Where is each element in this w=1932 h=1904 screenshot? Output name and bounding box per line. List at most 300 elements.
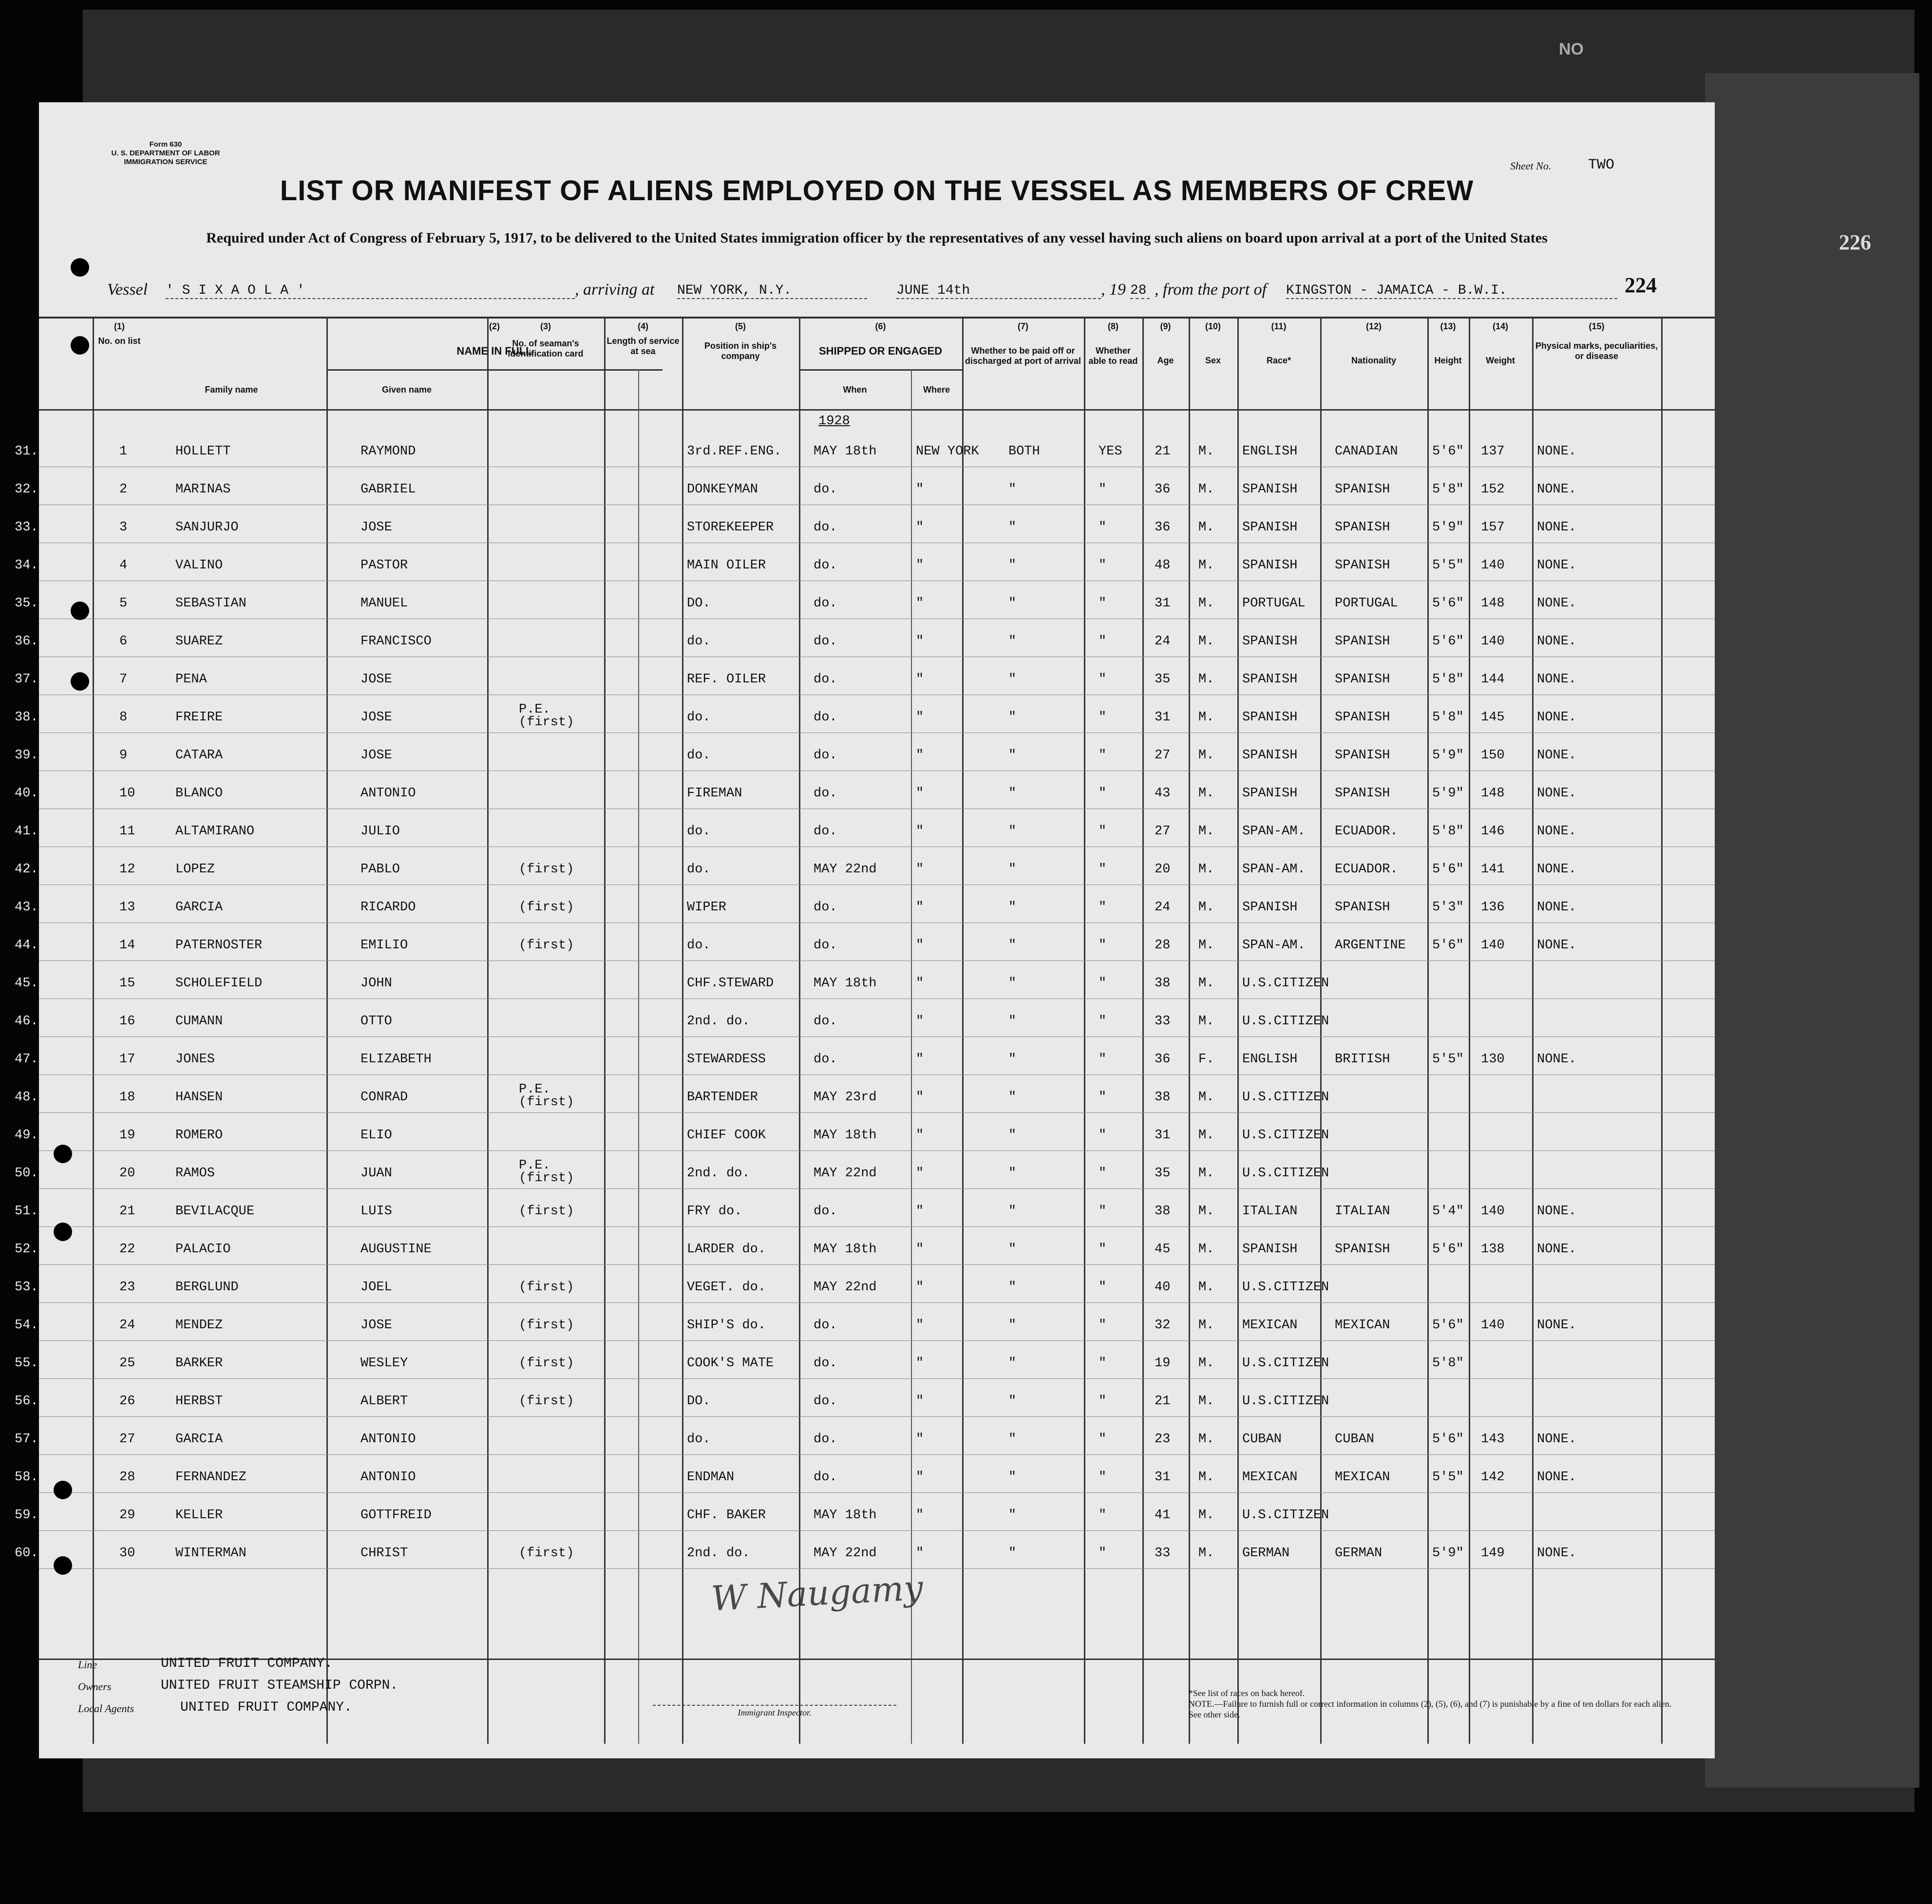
cell-where: ": [916, 900, 924, 915]
cell-where: ": [916, 786, 924, 801]
row-sequence: 56.: [15, 1394, 38, 1409]
cell-sex: M.: [1198, 710, 1214, 725]
cell-paid: ": [1008, 748, 1017, 763]
cell-paid: ": [1008, 482, 1017, 497]
cell-given: JOSE: [360, 1318, 392, 1333]
cell-given: GOTTFREID: [360, 1508, 432, 1523]
cell-age: 27: [1155, 748, 1171, 763]
cell-sex: M.: [1198, 558, 1214, 573]
header-col13-number: (13): [1440, 321, 1456, 331]
vessel-line: [107, 278, 1617, 302]
back-stamp-number: 226: [1839, 230, 1871, 254]
punch-hole: [71, 336, 89, 355]
cell-read: ": [1099, 1394, 1107, 1409]
cell-height: 5'6": [1432, 938, 1464, 953]
cell-position: do.: [687, 938, 711, 953]
cell-marks: NONE.: [1537, 710, 1577, 725]
cell-height: 5'8": [1432, 482, 1464, 497]
cell-nationality: ITALIAN: [1335, 1204, 1390, 1219]
cell-family: SANJURJO: [175, 520, 239, 535]
cell-nationality: PORTUGAL: [1335, 596, 1398, 611]
row-sequence: 60.: [15, 1546, 38, 1561]
arrival-date: JUNE 14th: [896, 283, 1101, 299]
cell-height: 5'9": [1432, 520, 1464, 535]
inspector-signature: W Naugamy: [710, 1567, 924, 1619]
cell-read: ": [1099, 1128, 1107, 1143]
cell-read: ": [1099, 710, 1107, 725]
header-physical-marks: Physical marks, peculiarities, or disease: [1535, 341, 1658, 361]
header-shipped-engaged: SHIPPED OR ENGAGED: [818, 345, 943, 357]
cell-given: ANTONIO: [360, 1470, 416, 1485]
cell-nationality: SPANISH: [1335, 482, 1390, 497]
cell-paid: ": [1008, 1052, 1017, 1067]
cell-no: 3: [119, 520, 128, 535]
cell-paid: ": [1008, 1128, 1017, 1143]
back-corner-no: NO: [1559, 40, 1584, 58]
cell-nationality: CANADIAN: [1335, 444, 1398, 459]
form-identifier: [107, 140, 224, 167]
cell-position: REF. OILER: [687, 672, 766, 687]
cell-height: 5'8": [1432, 672, 1464, 687]
row-sequence: 49.: [15, 1128, 38, 1143]
cell-family: WINTERMAN: [175, 1546, 246, 1561]
cell-read: ": [1099, 786, 1107, 801]
page-subtitle: Required under Act of Congress of February 5, 1917, to be delivered to the United States immigration officer by the representatives of any vessel having such aliens on board upon arrival at a port of the United States: [206, 230, 1548, 246]
cell-paid: BOTH: [1008, 444, 1040, 459]
cell-paid: ": [1008, 1166, 1017, 1181]
cell-given: JOEL: [360, 1280, 392, 1295]
cell-age: 28: [1155, 938, 1171, 953]
cell-family: GARCIA: [175, 1432, 223, 1447]
cell-when: do.: [814, 482, 837, 497]
cell-height: 5'6": [1432, 1242, 1464, 1257]
cell-sex: M.: [1198, 1128, 1214, 1143]
cell-read: ": [1099, 672, 1107, 687]
header-col8-number: (8): [1108, 321, 1118, 331]
cell-marks: NONE.: [1537, 824, 1577, 839]
cell-where: ": [916, 976, 924, 991]
cell-age: 32: [1155, 1318, 1171, 1333]
header-where: Where: [923, 385, 950, 395]
header-seaman-card: No. of seaman's identification card: [508, 339, 584, 358]
cell-age: 35: [1155, 1166, 1171, 1181]
cell-sex: M.: [1198, 786, 1214, 801]
cell-age: 45: [1155, 1242, 1171, 1257]
cell-race: SPANISH: [1242, 1242, 1298, 1257]
form-number: Form 630: [149, 140, 182, 149]
cell-nationality: CUBAN: [1335, 1432, 1375, 1447]
cell-given: RAYMOND: [360, 444, 416, 459]
owners-value: UNITED FRUIT STEAMSHIP CORPN.: [161, 1678, 398, 1693]
cell-age: 35: [1155, 672, 1171, 687]
header-col4-number: (4): [638, 321, 648, 331]
inspector-label: Immigrant Inspector.: [653, 1705, 896, 1718]
cell-no: 10: [119, 786, 135, 801]
cell-weight: 148: [1481, 596, 1505, 611]
cell-position: BARTENDER: [687, 1090, 758, 1105]
cell-family: FREIRE: [175, 710, 223, 725]
cell-position: SHIP'S do.: [687, 1318, 766, 1333]
cell-read: ": [1099, 1242, 1107, 1257]
cell-when: MAY 18th: [814, 1242, 877, 1257]
cell-marks: NONE.: [1537, 900, 1577, 915]
row-sequence: 33.: [15, 520, 38, 535]
cell-sex: M.: [1198, 1204, 1214, 1219]
cell-position: COOK'S MATE: [687, 1356, 774, 1371]
cell-age: 19: [1155, 1356, 1171, 1371]
cell-no: 11: [119, 824, 135, 839]
cell-weight: 136: [1481, 900, 1505, 915]
cell-where: ": [916, 672, 924, 687]
header-col6-number: (6): [875, 321, 886, 331]
cell-position: 2nd. do.: [687, 1014, 750, 1029]
cell-nationality: SPANISH: [1335, 710, 1390, 725]
cell-sex: M.: [1198, 1470, 1214, 1485]
cell-where: ": [916, 520, 924, 535]
header-paid-off: Whether to be paid off or discharged at port of arrival: [965, 346, 1081, 366]
row-sequence: 50.: [15, 1166, 38, 1181]
cell-paid: ": [1008, 938, 1017, 953]
manifest-page: [15, 102, 1715, 1758]
cell-position: LARDER do.: [687, 1242, 766, 1257]
cell-read: ": [1099, 900, 1107, 915]
cell-marks: NONE.: [1537, 558, 1577, 573]
cell-marks: NONE.: [1537, 1432, 1577, 1447]
cell-age: 23: [1155, 1432, 1171, 1447]
cell-height: 5'8": [1432, 1356, 1464, 1371]
cell-where: ": [916, 634, 924, 649]
cell-race: SPANISH: [1242, 634, 1298, 649]
cell-where: ": [916, 1394, 924, 1409]
cell-no: 5: [119, 596, 128, 611]
cell-sex: M.: [1198, 1318, 1214, 1333]
cell-height: 5'3": [1432, 900, 1464, 915]
cell-age: 24: [1155, 900, 1171, 915]
cell-paid: ": [1008, 596, 1017, 611]
cell-when: do.: [814, 1356, 837, 1371]
cell-sex: M.: [1198, 824, 1214, 839]
punch-hole: [71, 672, 89, 691]
cell-sex: M.: [1198, 1508, 1214, 1523]
cell-given: ELIO: [360, 1128, 392, 1143]
punch-hole: [54, 1145, 72, 1163]
cell-height: 5'5": [1432, 1470, 1464, 1485]
cell-position: FIREMAN: [687, 786, 742, 801]
cell-height: 5'4": [1432, 1204, 1464, 1219]
cell-family: BERGLUND: [175, 1280, 239, 1295]
cell-sex: M.: [1198, 1166, 1214, 1181]
crew-manifest-table: [15, 317, 1715, 1744]
cell-read: ": [1099, 1318, 1107, 1333]
cell-sex: M.: [1198, 1394, 1214, 1409]
cell-where: ": [916, 1090, 924, 1105]
cell-age: 36: [1155, 520, 1171, 535]
cell-read: ": [1099, 1204, 1107, 1219]
from-port-label: , from the port of: [1155, 281, 1267, 299]
header-family-name: Family name: [205, 385, 258, 395]
cell-weight: 152: [1481, 482, 1505, 497]
cell-nationality: BRITISH: [1335, 1052, 1390, 1067]
cell-sex: M.: [1198, 1546, 1214, 1561]
cell-race: SPAN-AM.: [1242, 938, 1306, 953]
cell-read: ": [1099, 520, 1107, 535]
cell-when: do.: [814, 1318, 837, 1333]
cell-race: ENGLISH: [1242, 444, 1298, 459]
cell-race: SPANISH: [1242, 710, 1298, 725]
cell-nationality: SPANISH: [1335, 672, 1390, 687]
cell-sex: M.: [1198, 976, 1214, 991]
cell-paid: ": [1008, 672, 1017, 687]
cell-age: 36: [1155, 482, 1171, 497]
cell-paid: ": [1008, 1546, 1017, 1561]
cell-sex: M.: [1198, 1242, 1214, 1257]
header-col10-number: (10): [1205, 321, 1221, 331]
cell-sex: M.: [1198, 596, 1214, 611]
cell-race: U.S.CITIZEN: [1242, 1166, 1329, 1181]
cell-age: 31: [1155, 710, 1171, 725]
cell-nationality: MEXICAN: [1335, 1470, 1390, 1485]
cell-given: JOSE: [360, 748, 392, 763]
row-sequence: 52.: [15, 1242, 38, 1257]
cell-height: 5'6": [1432, 596, 1464, 611]
header-col9-number: (9): [1160, 321, 1171, 331]
cell-age: 40: [1155, 1280, 1171, 1295]
cell-where: ": [916, 1508, 924, 1523]
cell-no: 13: [119, 900, 135, 915]
cell-race: CUBAN: [1242, 1432, 1282, 1447]
cell-no: 12: [119, 862, 135, 877]
cell-card: P.E. (first): [519, 702, 574, 730]
cell-height: 5'6": [1432, 1432, 1464, 1447]
cell-sex: M.: [1198, 1014, 1214, 1029]
row-sequence: 59.: [15, 1508, 38, 1523]
cell-family: HERBST: [175, 1394, 223, 1409]
cell-read: ": [1099, 1090, 1107, 1105]
cell-race: SPANISH: [1242, 786, 1298, 801]
cell-position: do.: [687, 748, 711, 763]
cell-given: JUAN: [360, 1166, 392, 1181]
cell-position: VEGET. do.: [687, 1280, 766, 1295]
cell-position: CHF.STEWARD: [687, 976, 774, 991]
cell-family: ALTAMIRANO: [175, 824, 255, 839]
cell-no: 14: [119, 938, 135, 953]
cell-no: 17: [119, 1052, 135, 1067]
cell-weight: 130: [1481, 1052, 1505, 1067]
cell-age: 33: [1155, 1546, 1171, 1561]
header-weight: Weight: [1486, 356, 1515, 365]
cell-nationality: SPANISH: [1335, 748, 1390, 763]
cell-height: 5'6": [1432, 634, 1464, 649]
cell-where: ": [916, 938, 924, 953]
cell-race: MEXICAN: [1242, 1318, 1298, 1333]
cell-given: JOHN: [360, 976, 392, 991]
cell-no: 27: [119, 1432, 135, 1447]
from-port: KINGSTON - JAMAICA - B.W.I.: [1286, 283, 1617, 299]
cell-race: U.S.CITIZEN: [1242, 1090, 1329, 1105]
cell-card: (first): [519, 1318, 574, 1333]
cell-when: do.: [814, 710, 837, 725]
cell-weight: 140: [1481, 634, 1505, 649]
cell-family: MENDEZ: [175, 1318, 223, 1333]
vessel-name: ' S I X A O L A ': [166, 283, 575, 299]
cell-family: RAMOS: [175, 1166, 215, 1181]
cell-no: 2: [119, 482, 128, 497]
cell-marks: NONE.: [1537, 482, 1577, 497]
cell-sex: M.: [1198, 1090, 1214, 1105]
cell-family: HOLLETT: [175, 444, 231, 459]
cell-family: JONES: [175, 1052, 215, 1067]
penalty-note: NOTE.—Failure to furnish full or correct information in columns (2), (5), (6), and (7) is punishable by a fine of ten dollars for each alien. See other side.: [1189, 1699, 1672, 1719]
agents-label: Local Agents: [78, 1702, 134, 1715]
row-sequence: 42.: [15, 862, 38, 877]
cell-paid: ": [1008, 862, 1017, 877]
row-sequence: 34.: [15, 558, 38, 573]
cell-family: BEVILACQUE: [175, 1204, 255, 1219]
cell-no: 23: [119, 1280, 135, 1295]
cell-paid: ": [1008, 634, 1017, 649]
cell-age: 38: [1155, 976, 1171, 991]
cell-when: do.: [814, 1052, 837, 1067]
punch-hole: [54, 1556, 72, 1575]
cell-position: DONKEYMAN: [687, 482, 758, 497]
cell-given: WESLEY: [360, 1356, 408, 1371]
cell-paid: ": [1008, 976, 1017, 991]
cell-read: ": [1099, 482, 1107, 497]
cell-race: SPAN-AM.: [1242, 862, 1306, 877]
cell-no: 29: [119, 1508, 135, 1523]
cell-read: ": [1099, 596, 1107, 611]
header-col5-number: (5): [735, 321, 746, 331]
cell-where: ": [916, 824, 924, 839]
cell-sex: M.: [1198, 672, 1214, 687]
cell-sex: M.: [1198, 1432, 1214, 1447]
cell-no: 1: [119, 444, 128, 459]
cell-card: (first): [519, 1280, 574, 1295]
cell-when: do.: [814, 786, 837, 801]
cell-when: do.: [814, 824, 837, 839]
cell-no: 30: [119, 1546, 135, 1561]
cell-read: ": [1099, 938, 1107, 953]
cell-no: 7: [119, 672, 128, 687]
cell-card: (first): [519, 1546, 574, 1561]
row-sequence: 57.: [15, 1432, 38, 1447]
cell-when: do.: [814, 634, 837, 649]
row-sequence: 37.: [15, 672, 38, 687]
cell-position: STOREKEEPER: [687, 520, 774, 535]
cell-marks: NONE.: [1537, 938, 1577, 953]
cell-read: ": [1099, 1508, 1107, 1523]
races-note: *See list of races on back hereof.: [1189, 1688, 1305, 1698]
cell-weight: 140: [1481, 1204, 1505, 1219]
cell-read: ": [1099, 824, 1107, 839]
cell-height: 5'8": [1432, 824, 1464, 839]
cell-given: OTTO: [360, 1014, 392, 1029]
cell-age: 43: [1155, 786, 1171, 801]
row-sequence: 51.: [15, 1204, 38, 1219]
cell-weight: 142: [1481, 1470, 1505, 1485]
cell-when: MAY 22nd: [814, 1166, 877, 1181]
cell-sex: M.: [1198, 862, 1214, 877]
cell-where: ": [916, 596, 924, 611]
cell-marks: NONE.: [1537, 1318, 1577, 1333]
cell-where: ": [916, 1470, 924, 1485]
cell-read: ": [1099, 1546, 1107, 1561]
cell-when: MAY 18th: [814, 1508, 877, 1523]
cell-card: (first): [519, 1356, 574, 1371]
row-sequence: 44.: [15, 938, 38, 953]
cell-family: LOPEZ: [175, 862, 215, 877]
cell-given: JULIO: [360, 824, 400, 839]
cell-marks: NONE.: [1537, 748, 1577, 763]
row-sequence: 39.: [15, 748, 38, 763]
cell-where: ": [916, 1356, 924, 1371]
cell-position: STEWARDESS: [687, 1052, 766, 1067]
year-prefix: , 19: [1101, 281, 1126, 299]
cell-race: ENGLISH: [1242, 1052, 1298, 1067]
cell-no: 9: [119, 748, 128, 763]
year-note: 1928: [818, 414, 850, 429]
cell-where: ": [916, 1546, 924, 1561]
cell-given: JOSE: [360, 710, 392, 725]
cell-when: MAY 22nd: [814, 1280, 877, 1295]
cell-position: 3rd.REF.ENG.: [687, 444, 782, 459]
cell-age: 41: [1155, 1508, 1171, 1523]
owners-label: Owners: [78, 1680, 112, 1693]
cell-given: EMILIO: [360, 938, 408, 953]
cell-when: MAY 23rd: [814, 1090, 877, 1105]
cell-given: LUIS: [360, 1204, 392, 1219]
line-value: UNITED FRUIT COMPANY.: [161, 1656, 333, 1671]
header-col12-number: (12): [1365, 321, 1382, 331]
cell-position: DO.: [687, 596, 711, 611]
header-col7-number: (7): [1018, 321, 1028, 331]
cell-race: U.S.CITIZEN: [1242, 1394, 1329, 1409]
cell-position: MAIN OILER: [687, 558, 766, 573]
cell-weight: 141: [1481, 862, 1505, 877]
cell-age: 20: [1155, 862, 1171, 877]
cell-no: 19: [119, 1128, 135, 1143]
cell-marks: NONE.: [1537, 634, 1577, 649]
cell-family: GARCIA: [175, 900, 223, 915]
cell-weight: 140: [1481, 938, 1505, 953]
cell-marks: NONE.: [1537, 520, 1577, 535]
cell-paid: ": [1008, 1432, 1017, 1447]
header-length-service: Length of service at sea: [606, 336, 680, 356]
cell-when: do.: [814, 558, 837, 573]
row-sequence: 43.: [15, 900, 38, 915]
cell-paid: ": [1008, 1090, 1017, 1105]
cell-marks: NONE.: [1537, 596, 1577, 611]
cell-read: ": [1099, 1052, 1107, 1067]
cell-sex: M.: [1198, 482, 1214, 497]
cell-nationality: MEXICAN: [1335, 1318, 1390, 1333]
cell-sex: M.: [1198, 748, 1214, 763]
cell-height: 5'8": [1432, 710, 1464, 725]
header-able-to-read: Whether able to read: [1088, 346, 1138, 366]
cell-given: ELIZABETH: [360, 1052, 432, 1067]
cell-age: 38: [1155, 1204, 1171, 1219]
cell-race: U.S.CITIZEN: [1242, 1280, 1329, 1295]
cell-position: CHF. BAKER: [687, 1508, 766, 1523]
row-sequence: 55.: [15, 1356, 38, 1371]
row-sequence: 53.: [15, 1280, 38, 1295]
row-sequence: 40.: [15, 786, 38, 801]
cell-weight: 146: [1481, 824, 1505, 839]
cell-position: CHIEF COOK: [687, 1128, 766, 1143]
cell-given: GABRIEL: [360, 482, 416, 497]
cell-age: 27: [1155, 824, 1171, 839]
cell-age: 21: [1155, 1394, 1171, 1409]
